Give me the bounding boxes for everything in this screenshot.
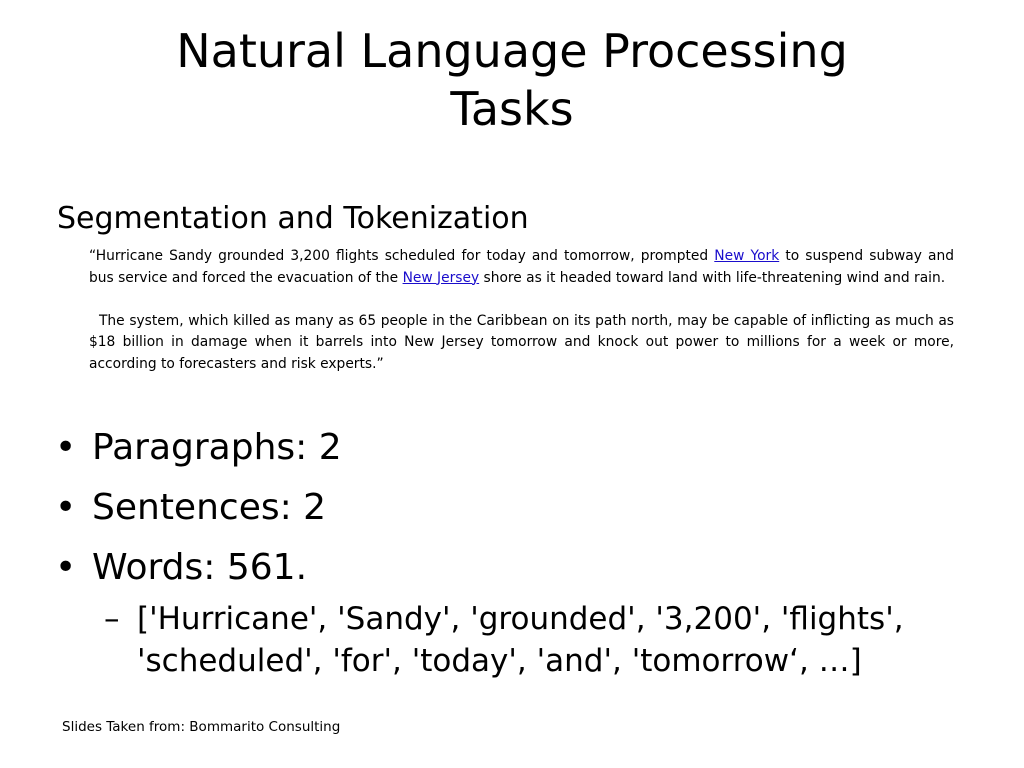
bullet-sentences	[55, 478, 975, 538]
quote-text-start: “Hurricane Sandy grounded 3,200 flights scheduled for today and tomorrow, prompted	[89, 248, 715, 264]
token-list-subbullet	[104, 598, 964, 682]
quote-paragraph-1	[89, 246, 954, 289]
quote-text-end: shore as it headed toward land with life-threatening wind and rain.	[479, 269, 946, 286]
quote-paragraph-2: The system, which killed as many as 65 people in the Caribbean on its path north, may be capable of inflicting as much as $18 billion in damage when it barrels into New Jersey tomorrow and knock out power to millions for a week or more, according to forecasters and risk experts.”	[89, 312, 954, 372]
bullet-words	[55, 538, 975, 598]
bullet-paragraphs	[55, 418, 975, 478]
bullet-text: Paragraphs: 2	[92, 427, 342, 468]
quote-text-middle: to suspend subway and bus service and forced the evacuation of the	[89, 248, 954, 286]
quoted-article	[89, 246, 954, 375]
new-jersey-link[interactable]: New Jersey	[402, 269, 480, 286]
bullet-dot: •	[55, 547, 77, 588]
footer-credit: Slides Taken from: Bommarito Consulting	[62, 719, 341, 735]
new-york-link[interactable]: New York	[714, 248, 780, 264]
slide-title	[0, 22, 1024, 138]
bullet-text: Sentences: 2	[92, 487, 327, 528]
bullet-text: Words: 561.	[92, 547, 308, 588]
section-heading: Segmentation and Tokenization	[57, 201, 529, 236]
title-line-2: Tasks	[450, 82, 574, 136]
token-list-text: ['Hurricane', 'Sandy', 'grounded', '3,200', 'flights', 'scheduled', 'for', 'today', 'and', 'tomorrow‘, …]	[137, 601, 904, 679]
subbullet-dash: –	[104, 601, 120, 637]
bullet-dot: •	[55, 487, 77, 528]
stats-bullet-list	[55, 418, 975, 598]
bullet-dot: •	[55, 427, 77, 468]
title-line-1: Natural Language Processing	[176, 24, 848, 78]
